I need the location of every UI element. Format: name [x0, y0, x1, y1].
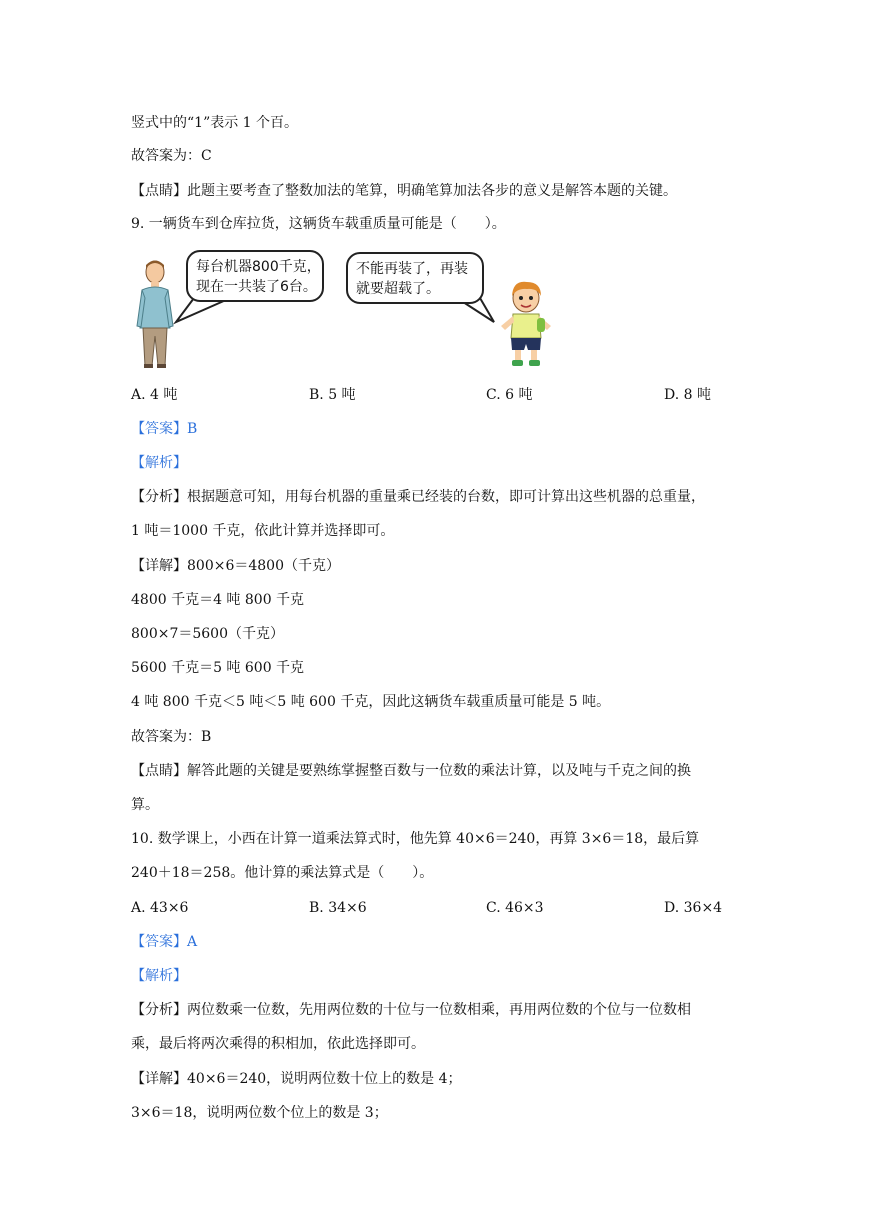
answer-label: 【答案】B	[131, 421, 198, 437]
detail-text: 800×7＝5600（千克）	[131, 626, 284, 642]
option-a: A. 43×6	[131, 900, 189, 916]
text-line: 竖式中的“1”表示 1 个百。	[131, 115, 299, 131]
question-10: 240＋18＝258。他计算的乘法算式是（ ）。	[131, 865, 434, 881]
detail-text: 4800 千克＝4 吨 800 千克	[131, 592, 305, 608]
detail-text: 4 吨 800 千克＜5 吨＜5 吨 600 千克，因此这辆货车载重质量可能是 5 吨。	[131, 694, 611, 710]
analysis-text: 【分析】根据题意可知，用每台机器的重量乘已经装的台数，即可计算出这些机器的总重量，	[131, 489, 705, 505]
question-9: 9. 一辆货车到仓库拉货，这辆货车载重质量可能是（ ）。	[131, 216, 506, 232]
analysis-text: 1 吨＝1000 千克，依此计算并选择即可。	[131, 523, 395, 539]
analysis-text: 【分析】两位数乘一位数，先用两位数的十位与一位数相乘，再用两位数的个位与一位数相	[131, 1002, 691, 1018]
option-d: D. 36×4	[664, 900, 723, 916]
analysis-heading: 【解析】	[131, 968, 187, 984]
option-a: A. 4 吨	[131, 387, 178, 403]
detail-text: 【详解】40×6＝240，说明两位数十位上的数是 4；	[131, 1071, 462, 1087]
speech-bubble-left: 每台机器800千克， 现在一共装了6台。	[186, 250, 324, 302]
detail-text: 5600 千克＝5 吨 600 千克	[131, 660, 305, 676]
detail-text: 3×6＝18，说明两位数个位上的数是 3；	[131, 1105, 388, 1121]
speech-bubble-right: 不能再装了，再装 就要超载了。	[346, 252, 484, 304]
option-b: B. 34×6	[309, 900, 367, 916]
question-10: 10. 数学课上，小西在计算一道乘法算式时，他先算 40×6＝240，再算 3×6＝18，最后算	[131, 831, 700, 847]
answer-label: 【答案】A	[131, 934, 198, 950]
analysis-text: 乘，最后将两次乘得的积相加，依此选择即可。	[131, 1036, 425, 1052]
analysis-heading: 【解析】	[131, 455, 187, 471]
option-c: C. 46×3	[486, 900, 544, 916]
point-note: 【点睛】解答此题的关键是要熟练掌握整百数与一位数的乘法计算，以及吨与千克之间的换	[131, 763, 691, 779]
option-c: C. 6 吨	[486, 387, 533, 403]
point-note: 算。	[131, 797, 159, 813]
boy-figure	[497, 280, 557, 370]
final-answer: 故答案为：B	[131, 729, 212, 745]
option-d: D. 8 吨	[664, 387, 711, 403]
detail-text: 【详解】800×6＝4800（千克）	[131, 558, 340, 574]
option-b: B. 5 吨	[309, 387, 356, 403]
text-line: 故答案为：C	[131, 148, 212, 164]
point-note: 【点睛】此题主要考查了整数加法的笔算，明确笔算加法各步的意义是解答本题的关键。	[131, 183, 677, 199]
